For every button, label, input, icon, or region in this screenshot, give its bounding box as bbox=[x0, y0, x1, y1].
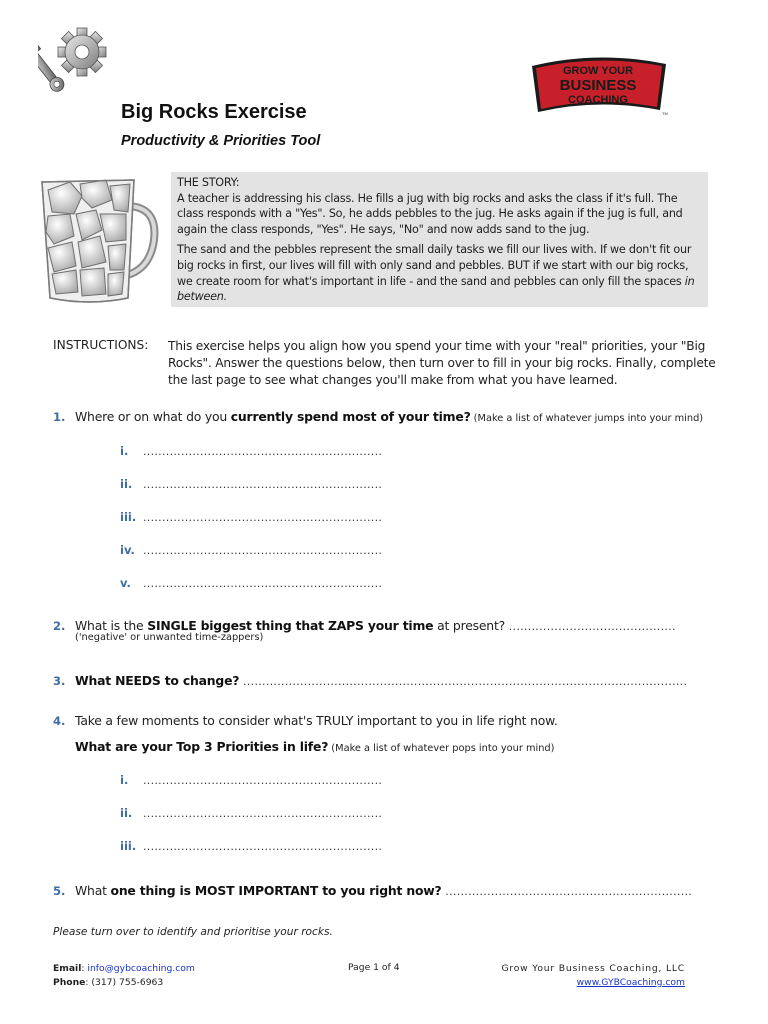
roman-label: ii. bbox=[120, 477, 133, 491]
logo-line-2: BUSINESS bbox=[559, 77, 637, 94]
q4-answer-line[interactable] bbox=[120, 769, 382, 788]
answer-dots: ................................................................. bbox=[441, 885, 693, 898]
question-1 bbox=[53, 406, 733, 425]
logo-line-1: GROW YOUR bbox=[562, 65, 634, 77]
question-2-text bbox=[75, 618, 509, 633]
instructions-label: INSTRUCTIONS: bbox=[53, 338, 149, 352]
answer-dots: ............................................................... bbox=[143, 840, 383, 853]
company-name: Grow Your Business Coaching, LLC bbox=[501, 963, 685, 974]
question-1-text bbox=[75, 409, 471, 424]
roman-label: i. bbox=[120, 444, 129, 458]
question-4-bold: What are your Top 3 Priorities in life? bbox=[75, 739, 329, 754]
question-number: 4. bbox=[53, 714, 66, 728]
logo-line-3: COACHING bbox=[568, 94, 628, 106]
question-number: 1. bbox=[53, 410, 66, 424]
story-paragraph-2-italic: in between. bbox=[177, 274, 695, 304]
q4-answer-line[interactable] bbox=[120, 835, 382, 854]
company-logo bbox=[528, 52, 674, 118]
footer-contact bbox=[53, 962, 195, 990]
answer-dots: ............................................................... bbox=[143, 774, 383, 787]
question-4-bold-text bbox=[75, 739, 328, 754]
question-2-post: at present? bbox=[433, 618, 509, 633]
question-3-bold: What NEEDS to change? bbox=[75, 673, 240, 688]
question-1-pre: Where or on what do you bbox=[75, 409, 231, 424]
page-number: Page 1 of 4 bbox=[348, 962, 400, 973]
question-5-bold: one thing is MOST IMPORTANT to you right now? bbox=[110, 883, 442, 898]
question-5-text bbox=[75, 883, 442, 898]
question-4-note: (Make a list of whatever pops into your mind) bbox=[328, 743, 555, 754]
roman-label: ii. bbox=[120, 806, 133, 820]
question-3[interactable] bbox=[53, 670, 743, 689]
email-label: Email bbox=[53, 963, 82, 974]
question-number: 3. bbox=[53, 674, 66, 688]
answer-dots: ............................................................... bbox=[143, 445, 383, 458]
answer-dots: ............................................................... bbox=[143, 511, 383, 524]
footer-company bbox=[480, 962, 685, 990]
answer-dots: ..................................................................................................................... bbox=[239, 675, 688, 688]
answer-dots: ............................................................... bbox=[143, 478, 383, 491]
question-number: 2. bbox=[53, 619, 66, 633]
footer-email-row: Email: info@gybcoaching.com bbox=[53, 963, 195, 974]
answer-dots: ............................................ bbox=[508, 620, 676, 633]
page-subtitle: Productivity & Priorities Tool bbox=[121, 133, 321, 149]
roman-label: iv. bbox=[120, 543, 135, 557]
email-link[interactable]: info@gybcoaching.com bbox=[87, 963, 195, 974]
story-paragraph-1: A teacher is addressing his class. He fills a jug with big rocks and asks the class if it's full. The class responds with a "Yes". So, he adds pebbles to the jug. He asks again if the jug is full, and again the class responds, "Yes". He says, "No" and now adds sand to the jug. bbox=[177, 191, 683, 236]
question-4-subheading bbox=[75, 736, 554, 755]
phone-value: (317) 755-6963 bbox=[91, 977, 164, 988]
story-paragraph-2-main: The sand and the pebbles represent the small daily tasks we fill our lives with. If we don't fit our big rocks in first, our lives will fill with only sand and pebbles. BUT if we start with our big rocks, we create room for what's important in life - and the sand and pebbles can only fill the spaces bbox=[177, 243, 692, 288]
answer-dots: ............................................................... bbox=[143, 577, 383, 590]
roman-label: iii. bbox=[120, 839, 137, 853]
jug-of-rocks-illustration bbox=[30, 170, 162, 306]
answer-dots: ............................................................... bbox=[143, 544, 383, 557]
question-1-note: (Make a list of whatever jumps into your mind) bbox=[470, 413, 704, 424]
question-2-bold: SINGLE biggest thing that ZAPS your time bbox=[147, 618, 434, 633]
q1-answer-line[interactable] bbox=[120, 440, 382, 459]
question-4-text: Take a few moments to consider what's TRULY important to you in life right now. bbox=[75, 713, 558, 728]
footer-phone-row: Phone: (317) 755-6963 bbox=[53, 977, 164, 988]
question-4 bbox=[53, 710, 733, 729]
roman-label: iii. bbox=[120, 510, 137, 524]
q1-answer-line[interactable] bbox=[120, 506, 382, 525]
question-2-note: ('negative' or unwanted time-zappers) bbox=[75, 632, 264, 643]
logo-trademark: TM bbox=[662, 111, 668, 116]
story-paragraph-2 bbox=[171, 242, 708, 304]
story-box bbox=[171, 172, 708, 307]
turn-over-note: Please turn over to identify and prioritise your rocks. bbox=[53, 926, 333, 938]
roman-label: i. bbox=[120, 773, 129, 787]
q4-answer-line[interactable] bbox=[120, 802, 382, 821]
question-5[interactable] bbox=[53, 880, 733, 899]
phone-label: Phone bbox=[53, 977, 86, 988]
question-1-bold: currently spend most of your time? bbox=[230, 409, 471, 424]
instructions-text: This exercise helps you align how you spend your time with your "real" priorities, your "Big Rocks". Answer the questions below, then turn over to fill in your big rocks. Finally, complete the last page to see what changes you'll make from what you have learned. bbox=[168, 339, 716, 388]
question-number: 5. bbox=[53, 884, 66, 898]
q1-answer-line[interactable] bbox=[120, 539, 382, 558]
story-label: THE STORY: bbox=[177, 176, 240, 189]
question-2-pre: What is the bbox=[75, 618, 148, 633]
q1-answer-line[interactable] bbox=[120, 473, 382, 492]
q1-answer-line[interactable] bbox=[120, 572, 382, 591]
gear-wrench-icon bbox=[38, 24, 110, 92]
website-link[interactable]: www.GYBCoaching.com bbox=[576, 977, 685, 988]
answer-dots: ............................................................... bbox=[143, 807, 383, 820]
page-title: Big Rocks Exercise bbox=[121, 101, 307, 123]
question-3-text bbox=[75, 673, 239, 688]
question-5-pre: What bbox=[75, 883, 111, 898]
roman-label: v. bbox=[120, 576, 131, 590]
